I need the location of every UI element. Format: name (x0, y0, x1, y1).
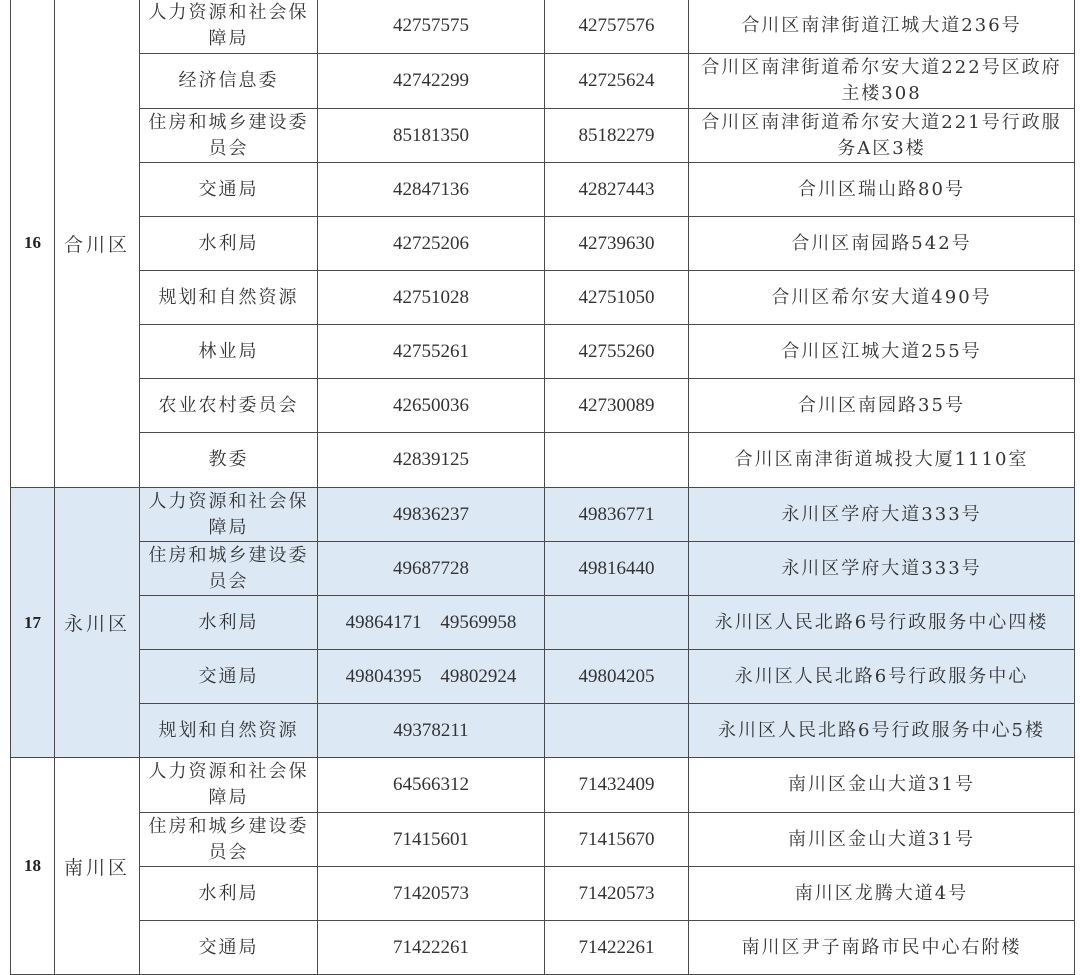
fax-number: 49836771 (545, 488, 689, 542)
phone-number: 42650036 (318, 379, 545, 433)
department-name: 规划和自然资源 (140, 271, 318, 325)
phone-number: 49836237 (318, 488, 545, 542)
table-row (11, 271, 1075, 325)
table-row (11, 813, 1075, 867)
group-number: 16 (11, 0, 55, 488)
table-row (11, 54, 1075, 109)
department-name: 交通局 (140, 163, 318, 217)
phone-number: 85181350 (318, 109, 545, 163)
fax-number: 42730089 (545, 379, 689, 433)
department-name: 交通局 (140, 650, 318, 704)
fax-number: 42757576 (545, 0, 689, 54)
fax-number: 42725624 (545, 54, 689, 109)
table-row (11, 650, 1075, 704)
department-name: 水利局 (140, 217, 318, 271)
office-address: 合川区瑞山路80号 (689, 163, 1075, 217)
fax-number: 85182279 (545, 109, 689, 163)
department-name: 人力资源和社会保障局 (140, 758, 318, 813)
directory-body (11, 0, 1075, 975)
office-address: 南川区金山大道31号 (689, 813, 1075, 867)
phone-number: 42839125 (318, 433, 545, 488)
office-address: 永川区人民北路6号行政服务中心5楼 (689, 704, 1075, 758)
table-row (11, 217, 1075, 271)
fax-number (545, 704, 689, 758)
table-row (11, 109, 1075, 163)
department-name: 教委 (140, 433, 318, 488)
fax-number (545, 433, 689, 488)
office-address: 合川区希尔安大道490号 (689, 271, 1075, 325)
directory-table (10, 0, 1075, 975)
department-name: 林业局 (140, 325, 318, 379)
fax-number: 71415670 (545, 813, 689, 867)
table-row (11, 758, 1075, 813)
department-name: 人力资源和社会保障局 (140, 488, 318, 542)
phone-number: 64566312 (318, 758, 545, 813)
department-name: 住房和城乡建设委员会 (140, 542, 318, 596)
phone-number: 42755261 (318, 325, 545, 379)
phone-number: 42847136 (318, 163, 545, 217)
office-address: 南川区尹子南路市民中心右附楼 (689, 921, 1075, 975)
phone-number: 42757575 (318, 0, 545, 54)
table-row (11, 704, 1075, 758)
table-row (11, 488, 1075, 542)
district-name: 南川区 (55, 758, 140, 975)
office-address: 南川区金山大道31号 (689, 758, 1075, 813)
office-address: 合川区南津街道江城大道236号 (689, 0, 1075, 54)
department-name: 人力资源和社会保障局 (140, 0, 318, 54)
table-row (11, 542, 1075, 596)
department-name: 规划和自然资源 (140, 704, 318, 758)
department-name: 住房和城乡建设委员会 (140, 813, 318, 867)
fax-number: 71422261 (545, 921, 689, 975)
fax-number: 42755260 (545, 325, 689, 379)
phone-number: 42725206 (318, 217, 545, 271)
department-name: 经济信息委 (140, 54, 318, 109)
office-address: 永川区学府大道333号 (689, 542, 1075, 596)
table-row (11, 867, 1075, 921)
fax-number: 71432409 (545, 758, 689, 813)
phone-number: 49378211 (318, 704, 545, 758)
table-row (11, 325, 1075, 379)
phone-number: 49804395 49802924 (318, 650, 545, 704)
table-row (11, 0, 1075, 54)
office-address: 合川区南津街道城投大厦1110室 (689, 433, 1075, 488)
office-address: 南川区龙腾大道4号 (689, 867, 1075, 921)
office-address: 永川区人民北路6号行政服务中心四楼 (689, 596, 1075, 650)
fax-number: 71420573 (545, 867, 689, 921)
office-address: 合川区南园路542号 (689, 217, 1075, 271)
fax-number (545, 596, 689, 650)
office-address: 永川区学府大道333号 (689, 488, 1075, 542)
office-address: 永川区人民北路6号行政服务中心 (689, 650, 1075, 704)
table-row (11, 921, 1075, 975)
district-name: 永川区 (55, 488, 140, 758)
phone-number: 71420573 (318, 867, 545, 921)
table-row (11, 163, 1075, 217)
office-address: 合川区南津街道希尔安大道222号区政府主楼308 (689, 54, 1075, 109)
group-number: 17 (11, 488, 55, 758)
phone-number: 71415601 (318, 813, 545, 867)
department-name: 农业农村委员会 (140, 379, 318, 433)
office-address: 合川区江城大道255号 (689, 325, 1075, 379)
office-address: 合川区南津街道希尔安大道221号行政服务A区3楼 (689, 109, 1075, 163)
fax-number: 42827443 (545, 163, 689, 217)
fax-number: 49804205 (545, 650, 689, 704)
fax-number: 42739630 (545, 217, 689, 271)
phone-number: 49864171 49569958 (318, 596, 545, 650)
fax-number: 42751050 (545, 271, 689, 325)
phone-number: 42751028 (318, 271, 545, 325)
phone-number: 42742299 (318, 54, 545, 109)
fax-number: 49816440 (545, 542, 689, 596)
table-row (11, 596, 1075, 650)
table-row (11, 433, 1075, 488)
department-name: 水利局 (140, 596, 318, 650)
phone-number: 71422261 (318, 921, 545, 975)
phone-number: 49687728 (318, 542, 545, 596)
office-address: 合川区南园路35号 (689, 379, 1075, 433)
department-name: 交通局 (140, 921, 318, 975)
department-name: 水利局 (140, 867, 318, 921)
district-name: 合川区 (55, 0, 140, 488)
group-number: 18 (11, 758, 55, 975)
department-name: 住房和城乡建设委员会 (140, 109, 318, 163)
table-row (11, 379, 1075, 433)
